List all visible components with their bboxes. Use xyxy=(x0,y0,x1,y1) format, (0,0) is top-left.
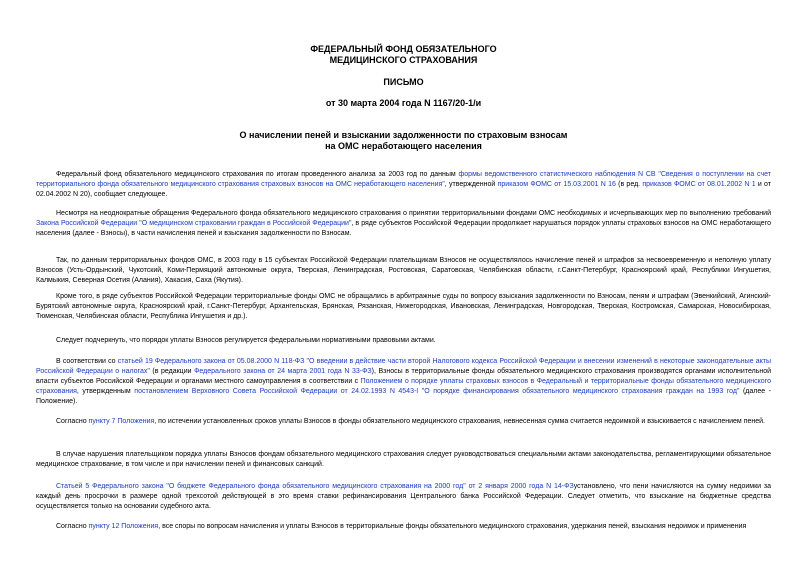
p5-text-1: Следует подчеркнуть, что порядок уплаты Взносов регулируется федеральными нормативными правовыми актами. xyxy=(56,337,436,344)
p6-text-5: (далее - Положение). xyxy=(36,388,772,405)
doc-type: ПИСЬМО xyxy=(383,77,424,87)
link-orders-foms-1[interactable]: приказов ФОМС от 08.01.2002 N 1 xyxy=(642,181,756,188)
p6-text-4: , утвержденным xyxy=(76,388,135,395)
p2-text-2: , в ряде субъектов Российской Федерации продолжает нарушаться порядок уплаты страховых взносов на ОМС неработающего населения (далее - Взносы), в части начисления пеней и взыскания задолженности по Взносам. xyxy=(36,220,771,237)
org-name xyxy=(0,44,807,66)
p8-text-1: В случае нарушения плательщиком порядка уплаты Взносов фондам обязательного медицинского страхования следует руководствоваться специальными актами законодательства, регламентирующими обязательное медицинское страхование, в том числе и при начислении пеней и финансовых санкций. xyxy=(36,451,771,468)
p6-text-3: ), Взносы в территориальные фонды обязательного медицинского страхования производятся органами исполнительной власти субъектов Российской Федерации и органами местного самоуправления в соответствии с xyxy=(36,368,772,385)
link-form-sv[interactable]: формы ведомственного статистического наблюдения N СВ "Сведения о поступлении на счет территориального фонда обязательного медицинского страхования страховых взносов на ОМС неработающего населения" xyxy=(36,171,771,188)
paragraph-5 xyxy=(36,336,771,346)
p7-text-2: , по истечении установленных сроков уплаты Взносов в фонды обязательного медицинского страхования, невнесенная сумма считается недоимкой и взыскивается с начислением пеней. xyxy=(154,418,765,425)
p9-text-1: установлено, что пени начисляются на сумму недоимки за каждый день просрочки в размере одной трехсотой действующей в это время ставки рефинансирования Центрального банка Российской Федерации. Следует отметить, что взыскание на бюджетные средства осуществляется только на основании судебного акта. xyxy=(36,483,771,510)
p6-text-2: (в редакции xyxy=(149,368,195,375)
p1-text-2: , утвержденной xyxy=(444,181,498,188)
paragraph-4 xyxy=(36,292,771,322)
link-regulation-payment[interactable]: Положением о порядке уплаты страховых взносов в Федеральный и территориальные фонды обязательного медицинского страхования xyxy=(36,378,771,395)
paragraph-1 xyxy=(36,170,771,200)
doc-title xyxy=(0,130,807,152)
link-law-33[interactable]: Федерального закона от 24 марта 2001 года N 33-ФЗ xyxy=(194,368,372,375)
paragraph-7 xyxy=(36,417,771,427)
link-point-12[interactable]: пункту 12 Положения xyxy=(88,523,159,530)
doc-title-line2: на ОМС неработающего населения xyxy=(325,141,482,151)
org-name-line1: ФЕДЕРАЛЬНЫЙ ФОНД ОБЯЗАТЕЛЬНОГО xyxy=(310,44,497,54)
p6-text-1: В соответствии со xyxy=(56,358,118,365)
p1-text-1: Федеральный фонд обязательного медицинского страхования по итогам проведенного анализа за 2003 год по данным xyxy=(56,171,459,178)
link-article-5-law-14[interactable]: Статьей 5 Федерального закона "О бюджете Федерального фонда обязательного медицинского страхования на 2000 год" от 2 января 2000 года N 14-ФЗ xyxy=(56,483,574,490)
link-article-19-law-118[interactable]: статьей 19 Федерального закона от 05.08.2000 N 118-ФЗ "О введении в действие части второй Налогового кодекса Российской Федерации и внесении изменений в некоторые законодательные акты Российской Федерации о налогах" xyxy=(36,358,771,375)
paragraph-2 xyxy=(36,209,771,239)
p10-text-1: Согласно xyxy=(56,523,89,530)
doc-date: от 30 марта 2004 года N 1167/20-1/и xyxy=(325,98,482,108)
paragraph-3 xyxy=(36,256,771,286)
link-point-7[interactable]: пункту 7 Положения xyxy=(88,418,155,425)
p1-text-3: (в ред. xyxy=(615,181,643,188)
paragraph-9 xyxy=(36,482,771,512)
p2-text-1: Несмотря на неоднократные обращения Федерального фонда обязательного медицинского страхования о принятии территориальными фондами ОМС необходимых и исчерпывающих мер по выполнению требований xyxy=(56,210,771,217)
link-law-medical-insurance[interactable]: Закона Российской Федерации "О медицинском страховании граждан в Российской Федерации" xyxy=(36,220,352,227)
p1-text-4: и от 02.04.2002 N 20), сообщает следующее. xyxy=(36,181,772,198)
link-order-foms-16[interactable]: приказом ФОМС от 15.03.2001 N 16 xyxy=(497,181,616,188)
org-name-line2: МЕДИЦИНСКОГО СТРАХОВАНИЯ xyxy=(329,55,478,65)
doc-title-line1: О начислении пеней и взыскании задолженности по страховым взносам xyxy=(239,130,568,140)
paragraph-6 xyxy=(36,357,771,407)
paragraph-8 xyxy=(36,450,771,470)
p4-text-1: Кроме того, в ряде субъектов Российской Федерации территориальные фонды ОМС не обращались в арбитражные суды по вопросу взыскания задолженности по Взносам, пеням и штрафам (Эвенкийский, Агинский-Бурятский автономные округа, Красноярский край, г.Санкт-Петербург, Архангельская, Брянская, Рязанская, Нижегородская, Ивановская, Ленинградская, Новгородская, Тверская, Костромская, Самарская, Новосибирская, Тюменская, Челябинская области, Республика Ингушетия и др.). xyxy=(36,293,771,320)
link-resolution-4543[interactable]: постановлением Верховного Совета Российской Федерации от 24.02.1993 N 4543-I "О порядке финансирования обязательного медицинского страхования граждан на 1993 год" xyxy=(134,388,740,395)
p10-text-2: , все споры по вопросам начисления и уплаты Взносов в территориальные фонды обязательного медицинского страхования, удержания пеней, взыскания недоимок и применения xyxy=(158,523,747,530)
p7-text-1: Согласно xyxy=(56,418,89,425)
paragraph-10 xyxy=(36,522,771,532)
p3-text-1: Так, по данным территориальных фондов ОМС, в 2003 году в 15 субъектах Российской Федерации плательщикам Взносов не осуществлялось начисление пеней и штрафов за несвоевременную и неполную уплату Взносов (Усть-Ордынский, Чукотский, Коми-Пермяцкий автономные округа, Тверская, Ленинградская, Ростовская, Саратовская, Челябинская области, г.Санкт-Петербург, Красноярский край, Республики Ингушетия, Калмыкия, Северная Осетия (Алания), Хакасия, Саха (Якутия). xyxy=(36,257,771,284)
